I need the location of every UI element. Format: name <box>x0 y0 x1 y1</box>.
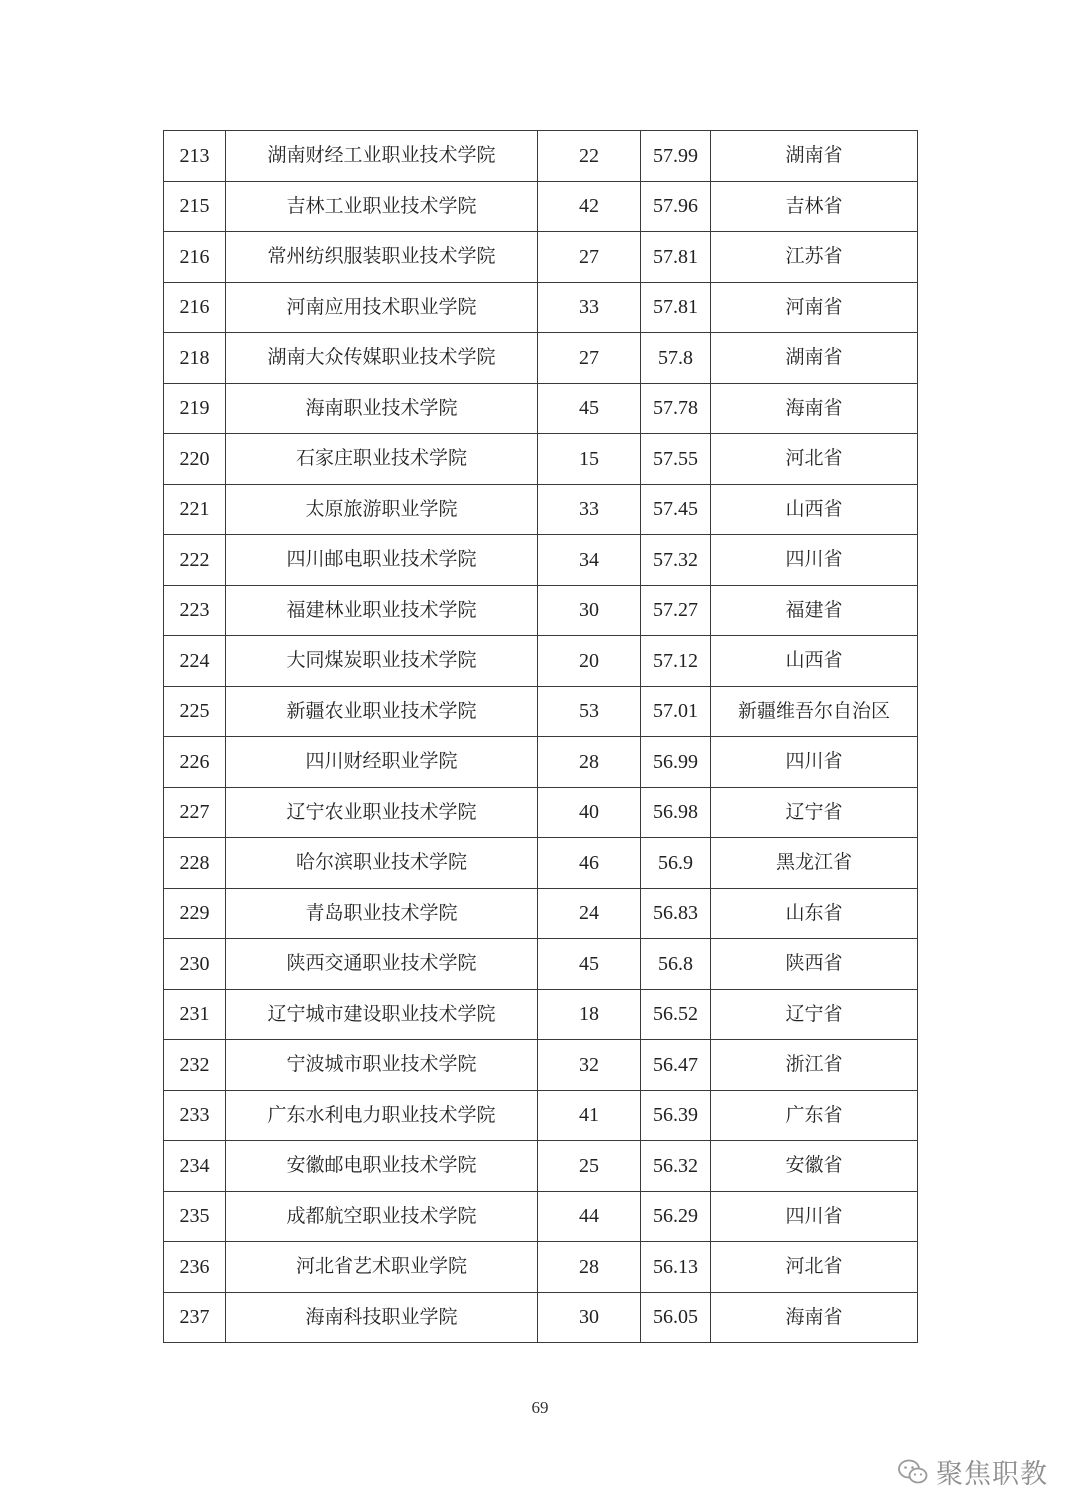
score-cell: 57.01 <box>641 686 711 737</box>
province-cell: 广东省 <box>711 1090 918 1141</box>
rank-cell: 216 <box>164 282 226 333</box>
score-cell: 56.98 <box>641 787 711 838</box>
table-row <box>164 737 918 788</box>
school-name-cell: 湖南财经工业职业技术学院 <box>226 131 538 182</box>
school-name-cell: 广东水利电力职业技术学院 <box>226 1090 538 1141</box>
rank-cell: 221 <box>164 484 226 535</box>
count-cell: 53 <box>538 686 641 737</box>
rank-cell: 213 <box>164 131 226 182</box>
rank-cell: 236 <box>164 1242 226 1293</box>
count-cell: 22 <box>538 131 641 182</box>
score-cell: 57.78 <box>641 383 711 434</box>
table-row <box>164 1292 918 1343</box>
table-row <box>164 1090 918 1141</box>
table-row <box>164 838 918 889</box>
school-name-cell: 吉林工业职业技术学院 <box>226 181 538 232</box>
score-cell: 57.27 <box>641 585 711 636</box>
count-cell: 18 <box>538 989 641 1040</box>
school-name-cell: 石家庄职业技术学院 <box>226 434 538 485</box>
school-name-cell: 辽宁农业职业技术学院 <box>226 787 538 838</box>
table-row <box>164 989 918 1040</box>
score-cell: 56.9 <box>641 838 711 889</box>
table-row <box>164 585 918 636</box>
province-cell: 湖南省 <box>711 131 918 182</box>
province-cell: 河南省 <box>711 282 918 333</box>
school-name-cell: 河北省艺术职业学院 <box>226 1242 538 1293</box>
count-cell: 44 <box>538 1191 641 1242</box>
count-cell: 46 <box>538 838 641 889</box>
score-cell: 57.32 <box>641 535 711 586</box>
score-cell: 56.29 <box>641 1191 711 1242</box>
rank-cell: 233 <box>164 1090 226 1141</box>
count-cell: 30 <box>538 585 641 636</box>
score-cell: 56.13 <box>641 1242 711 1293</box>
count-cell: 40 <box>538 787 641 838</box>
province-cell: 四川省 <box>711 535 918 586</box>
table-row <box>164 383 918 434</box>
count-cell: 42 <box>538 181 641 232</box>
province-cell: 四川省 <box>711 1191 918 1242</box>
province-cell: 辽宁省 <box>711 787 918 838</box>
score-cell: 56.05 <box>641 1292 711 1343</box>
province-cell: 辽宁省 <box>711 989 918 1040</box>
watermark-text: 聚焦职教 <box>936 1459 1048 1490</box>
school-name-cell: 常州纺织服装职业技术学院 <box>226 232 538 283</box>
count-cell: 28 <box>538 1242 641 1293</box>
province-cell: 湖南省 <box>711 333 918 384</box>
score-cell: 56.99 <box>641 737 711 788</box>
school-name-cell: 四川财经职业学院 <box>226 737 538 788</box>
rank-cell: 232 <box>164 1040 226 1091</box>
school-name-cell: 陕西交通职业技术学院 <box>226 939 538 990</box>
province-cell: 山西省 <box>711 484 918 535</box>
province-cell: 陕西省 <box>711 939 918 990</box>
table-row <box>164 1040 918 1091</box>
rank-cell: 218 <box>164 333 226 384</box>
rank-cell: 234 <box>164 1141 226 1192</box>
count-cell: 30 <box>538 1292 641 1343</box>
province-cell: 安徽省 <box>711 1141 918 1192</box>
count-cell: 45 <box>538 939 641 990</box>
count-cell: 27 <box>538 333 641 384</box>
score-cell: 56.52 <box>641 989 711 1040</box>
province-cell: 河北省 <box>711 434 918 485</box>
table-row <box>164 787 918 838</box>
wechat-icon <box>898 1459 928 1485</box>
rank-cell: 237 <box>164 1292 226 1343</box>
score-cell: 56.83 <box>641 888 711 939</box>
school-name-cell: 河南应用技术职业学院 <box>226 282 538 333</box>
score-cell: 57.81 <box>641 232 711 283</box>
school-name-cell: 宁波城市职业技术学院 <box>226 1040 538 1091</box>
count-cell: 15 <box>538 434 641 485</box>
table-row <box>164 282 918 333</box>
score-cell: 56.39 <box>641 1090 711 1141</box>
rank-cell: 215 <box>164 181 226 232</box>
rank-cell: 219 <box>164 383 226 434</box>
school-name-cell: 海南科技职业学院 <box>226 1292 538 1343</box>
province-cell: 山东省 <box>711 888 918 939</box>
table-row <box>164 1191 918 1242</box>
count-cell: 25 <box>538 1141 641 1192</box>
province-cell: 海南省 <box>711 383 918 434</box>
score-cell: 57.81 <box>641 282 711 333</box>
score-cell: 57.96 <box>641 181 711 232</box>
table-row <box>164 131 918 182</box>
rank-cell: 224 <box>164 636 226 687</box>
rank-cell: 227 <box>164 787 226 838</box>
score-cell: 57.99 <box>641 131 711 182</box>
table-row <box>164 636 918 687</box>
rank-cell: 220 <box>164 434 226 485</box>
school-name-cell: 四川邮电职业技术学院 <box>226 535 538 586</box>
rank-cell: 235 <box>164 1191 226 1242</box>
table-row <box>164 939 918 990</box>
count-cell: 33 <box>538 484 641 535</box>
school-name-cell: 哈尔滨职业技术学院 <box>226 838 538 889</box>
table-row <box>164 1141 918 1192</box>
province-cell: 新疆维吾尔自治区 <box>711 686 918 737</box>
rank-cell: 225 <box>164 686 226 737</box>
school-name-cell: 成都航空职业技术学院 <box>226 1191 538 1242</box>
rank-cell: 228 <box>164 838 226 889</box>
school-name-cell: 安徽邮电职业技术学院 <box>226 1141 538 1192</box>
table-row <box>164 484 918 535</box>
ranking-table <box>163 130 918 1343</box>
table-row <box>164 535 918 586</box>
watermark <box>898 1452 1048 1491</box>
province-cell: 河北省 <box>711 1242 918 1293</box>
province-cell: 浙江省 <box>711 1040 918 1091</box>
rank-cell: 216 <box>164 232 226 283</box>
score-cell: 56.32 <box>641 1141 711 1192</box>
page-number: 69 <box>531 1398 549 1417</box>
school-name-cell: 海南职业技术学院 <box>226 383 538 434</box>
ranking-table-container <box>163 130 917 1343</box>
school-name-cell: 湖南大众传媒职业技术学院 <box>226 333 538 384</box>
count-cell: 28 <box>538 737 641 788</box>
count-cell: 45 <box>538 383 641 434</box>
score-cell: 57.45 <box>641 484 711 535</box>
school-name-cell: 福建林业职业技术学院 <box>226 585 538 636</box>
rank-cell: 226 <box>164 737 226 788</box>
rank-cell: 223 <box>164 585 226 636</box>
table-row <box>164 333 918 384</box>
rank-cell: 231 <box>164 989 226 1040</box>
table-row <box>164 181 918 232</box>
province-cell: 江苏省 <box>711 232 918 283</box>
table-row <box>164 434 918 485</box>
score-cell: 57.8 <box>641 333 711 384</box>
table-row <box>164 888 918 939</box>
school-name-cell: 新疆农业职业技术学院 <box>226 686 538 737</box>
ranking-table-body <box>164 131 918 1343</box>
count-cell: 27 <box>538 232 641 283</box>
school-name-cell: 辽宁城市建设职业技术学院 <box>226 989 538 1040</box>
count-cell: 33 <box>538 282 641 333</box>
count-cell: 34 <box>538 535 641 586</box>
table-row <box>164 1242 918 1293</box>
province-cell: 吉林省 <box>711 181 918 232</box>
score-cell: 56.8 <box>641 939 711 990</box>
rank-cell: 222 <box>164 535 226 586</box>
school-name-cell: 太原旅游职业学院 <box>226 484 538 535</box>
province-cell: 四川省 <box>711 737 918 788</box>
count-cell: 24 <box>538 888 641 939</box>
table-row <box>164 686 918 737</box>
count-cell: 32 <box>538 1040 641 1091</box>
province-cell: 福建省 <box>711 585 918 636</box>
province-cell: 海南省 <box>711 1292 918 1343</box>
count-cell: 20 <box>538 636 641 687</box>
school-name-cell: 青岛职业技术学院 <box>226 888 538 939</box>
score-cell: 57.12 <box>641 636 711 687</box>
province-cell: 黑龙江省 <box>711 838 918 889</box>
school-name-cell: 大同煤炭职业技术学院 <box>226 636 538 687</box>
score-cell: 56.47 <box>641 1040 711 1091</box>
count-cell: 41 <box>538 1090 641 1141</box>
table-row <box>164 232 918 283</box>
province-cell: 山西省 <box>711 636 918 687</box>
rank-cell: 229 <box>164 888 226 939</box>
score-cell: 57.55 <box>641 434 711 485</box>
rank-cell: 230 <box>164 939 226 990</box>
